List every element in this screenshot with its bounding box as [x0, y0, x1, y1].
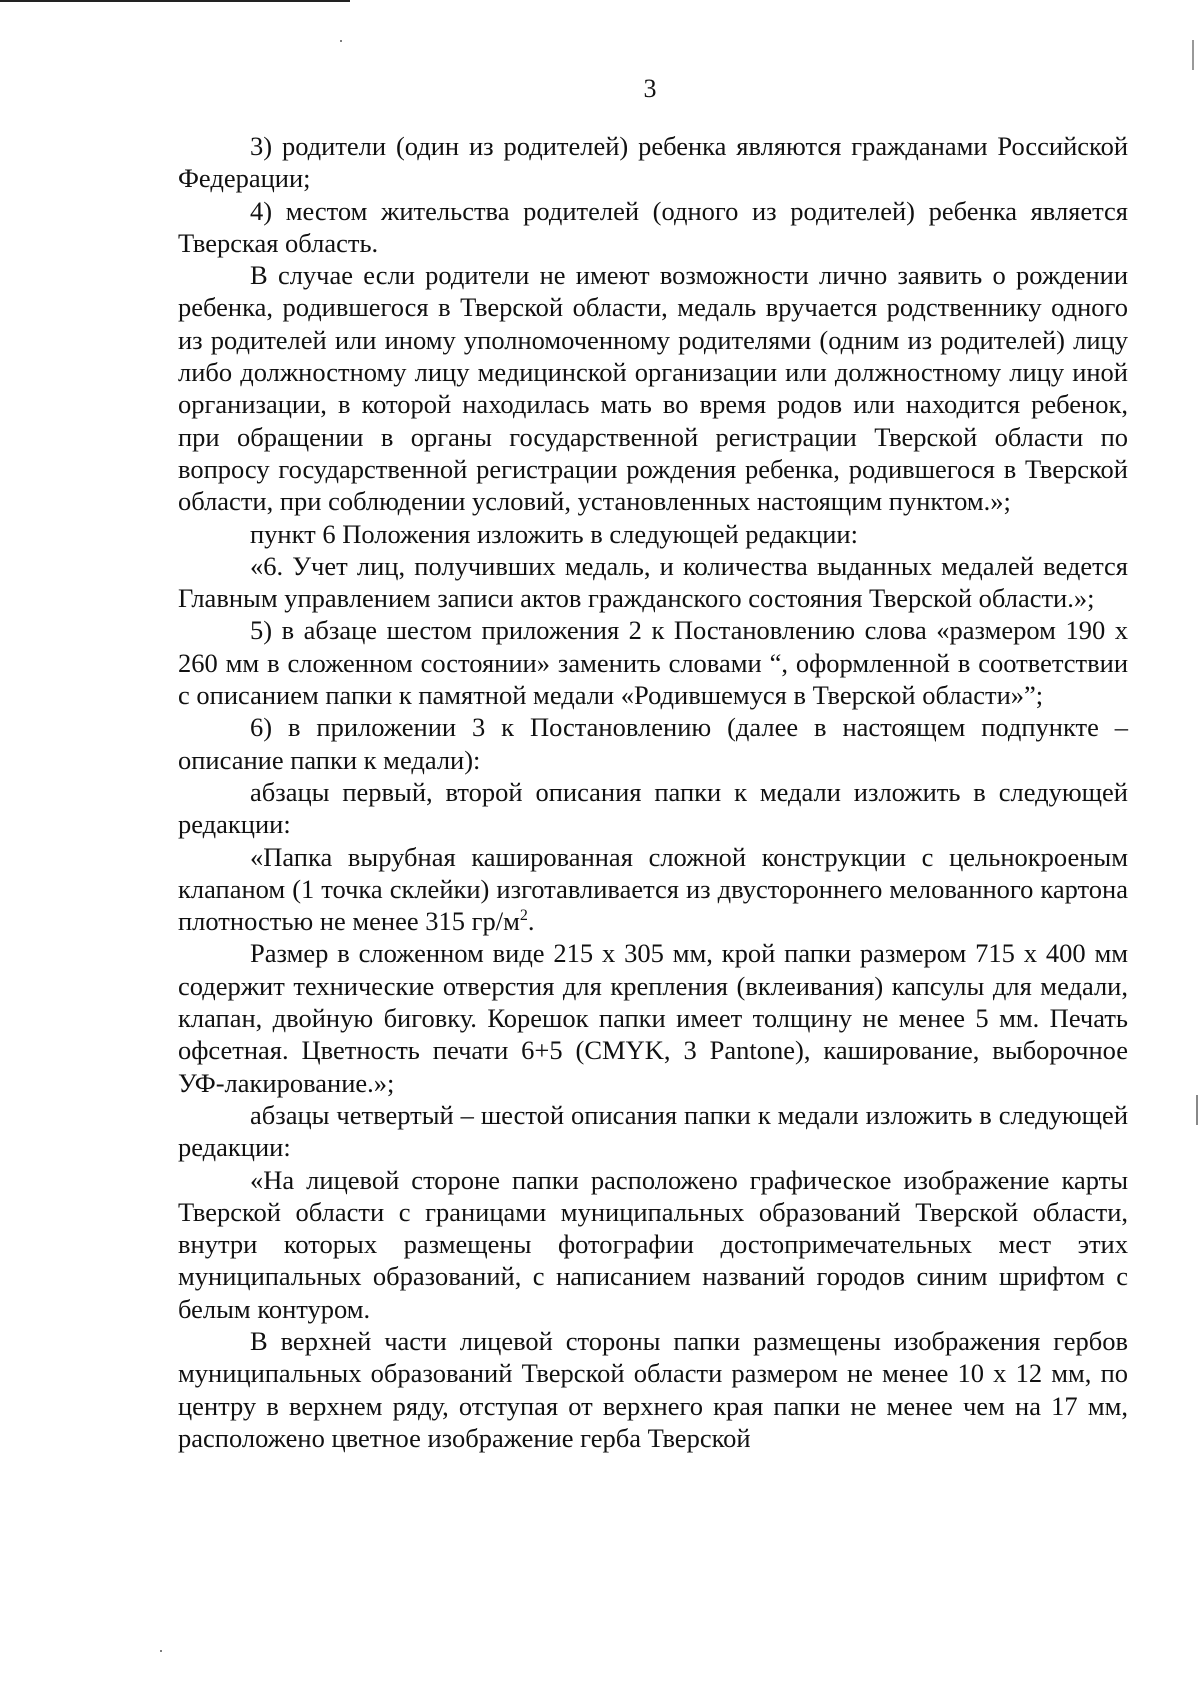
page-number: 3	[643, 74, 657, 103]
paragraph: «6. Учет лиц, получивших медаль, и количества выданных медалей ведется Главным управлением записи актов гражданского состояния Тверской области.»;	[178, 550, 1128, 614]
scan-speck	[1196, 1095, 1198, 1125]
scan-speck	[160, 1650, 162, 1652]
superscript: 2	[519, 907, 528, 925]
paragraph: абзацы первый, второй описания папки к медали изложить в следующей редакции:	[178, 776, 1128, 840]
paragraph: «На лицевой стороне папки расположено графическое изображение карты Тверской области с границами муниципальных образований Тверской области, внутри которых размещены фотографии достопримечательных мест этих муниципальных образований, с написанием названий городов синим шрифтом с белым контуром.	[178, 1164, 1128, 1324]
scan-speck	[1192, 40, 1194, 70]
paragraph-text-end: .	[527, 906, 535, 937]
paragraph: 6) в приложении 3 к Постановлению (далее в настоящем подпункте – описание папки к медали):	[178, 712, 1128, 775]
document-body	[178, 130, 1128, 1454]
paragraph: В случае если родители не имеют возможности лично заявить о рождении ребенка, родившегося в Тверской области, медаль вручается родственнику одного из родителей или иному уполномоченному родителями (одним из родителей) лицу либо должностному лицу медицинской организации или должностному лицу иной организации, в которой находилась мать во время родов или находится ребенок, при обращении в органы государственной регистрации Тверской области по вопросу государственной регистрации рождения ребенка, родившегося в Тверской области, при соблюдении условий, установленных настоящим пунктом.»;	[178, 260, 1128, 517]
paragraph: 4) местом жительства родителей (одного из родителей) ребенка является Тверская область.	[178, 195, 1128, 258]
paragraph: 5) в абзаце шестом приложения 2 к Постановлению слова «размером 190 х 260 мм в сложенном состоянии» заменить словами “, оформленной в соответствии с описанием папки к памятной медали «Родившемуся в Тверской области»”;	[178, 615, 1128, 711]
paragraph: Размер в сложенном виде 215 х 305 мм, крой папки размером 715 х 400 мм содержит технические отверстия для крепления (вклеивания) капсулы для медали, клапан, двойную биговку. Корешок папки имеет толщину не менее 5 мм. Печать офсетная. Цветность печати 6+5 (CMYK, 3 Pantone), каширование, выборочное УФ-лакирование.»;	[178, 938, 1128, 1098]
scan-speck	[340, 40, 342, 42]
paragraph-text: «Папка вырубная кашированная сложной конструкции с цельнокроеным клапаном (1 точка склейки) изготавливается из двустороннего мелованного картона плотностью не менее 315 гр/м	[178, 841, 1128, 937]
paragraph: абзацы четвертый – шестой описания папки к медали изложить в следующей редакции:	[178, 1099, 1128, 1163]
paragraph: 3) родители (один из родителей) ребенка являются гражданами Российской Федерации;	[178, 131, 1128, 194]
top-rule	[0, 0, 350, 2]
paragraph: пункт 6 Положения изложить в следующей редакции:	[250, 518, 858, 549]
paragraph: В верхней части лицевой стороны папки размещены изображения гербов муниципальных образований Тверской области размером не менее 10 х 12 мм, по центру в верхнем ряду, отступая от верхнего края папки не менее чем на 17 мм, расположено цветное изображение герба Тверской	[178, 1325, 1128, 1453]
paragraph-with-superscript	[178, 841, 1128, 938]
